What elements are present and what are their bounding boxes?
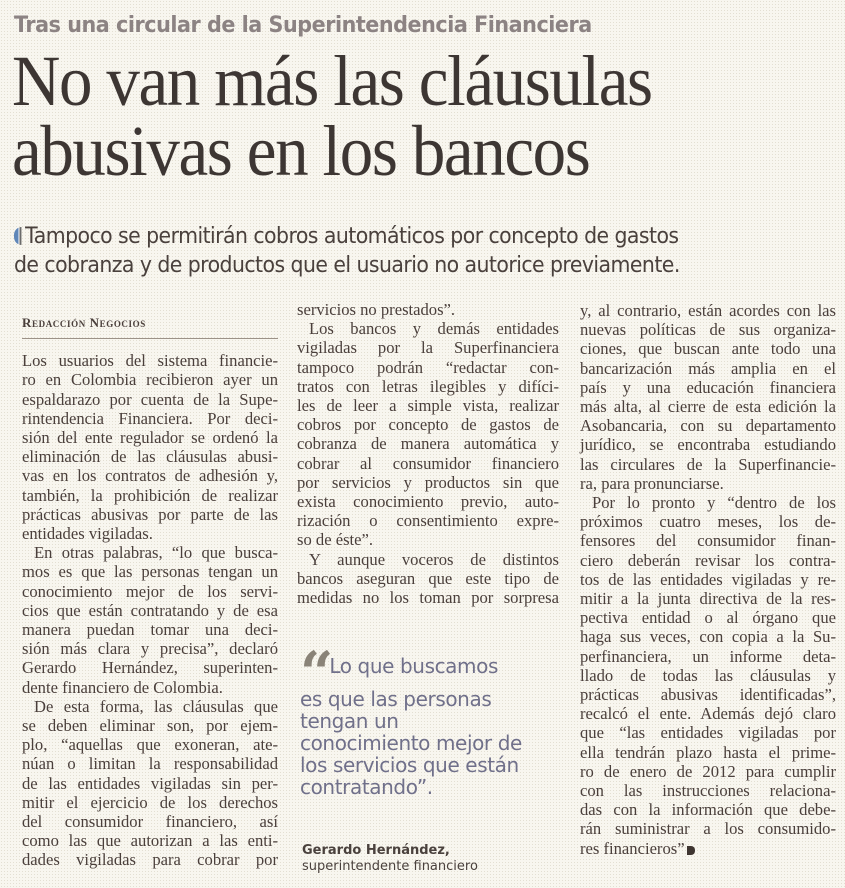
text-line: cobrar al consumidor financiero [297,453,559,473]
text-line-final [580,839,836,858]
text-line: núan o limitan la responsabilidad [22,754,278,774]
text-line: haga sus veces, con copia a la Su- [580,627,836,647]
text-line: das con la información que debe- [580,800,836,820]
text-line: más alta, al cierre de esta edición la [580,397,836,417]
pullquote-author: Gerardo Hernández, [302,843,450,858]
text-line: Gerardo Hernández, superinten- [22,658,278,678]
text-line: cios que están contratando y de esa [22,600,278,620]
text-line: se deben eliminar son, por ejem- [22,716,278,736]
text-line: tratos con letras ilegibles y difíci- [297,376,559,396]
text-line: dente financiero de Colombia. [22,677,223,697]
text-line: como las que autorizan a las enti- [22,831,278,851]
text-line: jurídico, se encontraba estudiando [580,435,836,455]
pullquote-line: es que las personas [300,687,492,711]
text-line: manera puedan tomar una deci- [22,620,278,640]
text-line: pectiva entidad o al órgano que [580,608,836,628]
text-line: tampoco podrán “redactar con- [297,357,559,377]
text-line: también, la prohibición de realizar [22,485,278,505]
text-line: Los usuarios del sistema financie- [22,351,278,371]
quote-mark-icon: “ [300,639,328,707]
pullquote-line: los servicios que están [300,753,519,777]
text-line: les de leer a simple vista, realizar [297,396,559,416]
text-line: ro en Colombia recibieron ayer un [22,370,278,390]
text-line: sión más clara y precisa”, declaró [22,639,278,659]
text-line: dades vigiladas para cobrar por [22,850,278,870]
column-1 [22,303,278,870]
text-line: exista conocimiento previo, auto- [297,492,559,512]
text-line: servicios no prestados”. [297,300,456,319]
text-line: nuevas políticas de sus organiza- [580,320,836,340]
text-line: mos es que las personas tengan un [22,562,278,582]
text-line: plo, “aquellas que exoneran, ate- [22,735,278,755]
pullquote [300,639,570,799]
text-line: mitir el ejercicio de los derechos [22,792,278,812]
pullquote-attribution [302,843,478,875]
deck-bullet-icon [14,227,21,245]
text-line: próximos cuatro meses, los de- [580,512,836,532]
pullquote-text: Lo que buscamos [329,654,498,678]
deck-line: de cobranza y de productos que el usuario no autorice previamente. [14,253,680,278]
text-line: bancos aseguran que este tipo de [297,568,559,588]
text-line: En otras palabras, “lo que busca- [34,543,278,563]
text-line: rán suministrar a los consumido- [580,819,836,839]
text-line: vigiladas por la Superfinanciera [297,338,559,358]
headline-line: abusivas en los bancos [12,111,590,191]
text-line: del consumidor financiero, así [22,812,278,832]
deck-line [14,222,786,251]
headline [12,41,784,191]
text-line: conocimiento mejor de los servi- [22,581,278,601]
text-line: llado de todas las cláusulas y [580,665,836,685]
text-line: mitir a la junta directiva de la res- [580,589,836,609]
text-line: por servicios y productos sin que [297,472,559,492]
pullquote-line: conocimiento mejor de [300,731,522,755]
text-line: ella tendrán plazo hasta el prime- [580,742,836,762]
text-line: cobros por concepto de gastos de [297,415,559,435]
text-line: y, al contrario, están acordes con las [580,301,836,320]
text-line: Y aunque voceros de distintos [309,549,559,569]
text-line: Asobancaria, con su departamento [580,416,836,436]
text-line: tos de las entidades vigiladas y re- [580,569,836,589]
headline-line: No van más las cláusulas [12,41,652,121]
text-line: bancarización más amplia en el [580,358,836,378]
byline: Redacción Negocios [22,303,278,339]
text-line: perfinanciera, un informe deta- [580,646,836,666]
text-line: Los bancos y demás entidades [309,319,559,339]
pullquote-author-title: superintendente financiero [302,859,478,874]
text-line: las circulares de la Superfinancie- [580,454,836,474]
text-line: rización o consentimiento expre- [297,511,559,531]
text-line: que “las entidades vigiladas por [580,723,836,743]
text-line: De esta forma, las cláusulas que [34,696,278,716]
pullquote-line: contratando”. [300,775,433,799]
text-line: de las entidades vigiladas sin per- [22,773,278,793]
deck [14,222,786,280]
column-3 [580,301,836,858]
column-2 [297,300,559,607]
text-line: ra, para pronunciarse. [580,473,724,493]
text-line: Por lo pronto y “dentro de los [592,493,836,513]
text-line: sión del ente regulador se ordenó la [22,428,278,448]
text-line: fensores del consumidor finan- [580,531,836,551]
deck-text: Tampoco se permitirán cobros automáticos por concepto de gastos [25,224,679,249]
text-line: cobranza de manera automática y [297,434,559,454]
text-line: ro de enero de 2012 para cumplir [580,761,836,781]
text-line: prácticas abusivas identificadas”, [580,685,836,705]
text-line: con las instrucciones relaciona- [580,781,836,801]
text-line: ciones, que buscan ante todo una [580,339,836,359]
text-line: recalcó el ente. Además dejó claro [580,704,836,724]
text-line: entidades vigiladas. [22,524,153,544]
text-line: país y una educación financiera [580,377,836,397]
text-line: rintendencia Financiera. Por deci- [22,408,278,428]
text-line: vas en los contratos de adhesión y, [22,466,278,486]
text-line: medidas no los toman por sorpresa [297,588,559,608]
pullquote-line: tengan un [300,709,399,733]
text-line: prácticas abusivas por parte de las [22,504,278,524]
text-line: so de éste”. [297,530,374,550]
text-line-text: res financieros” [580,838,685,858]
text-line: eliminación de las cláusulas abusi- [22,447,278,467]
text-line: ciero deberán revisar los contra- [580,550,836,570]
column-1-body [22,351,278,869]
kicker: Tras una circular de la Superintendencia Financiera [14,12,592,38]
text-line: espaldarazo por cuenta de la Supe- [22,389,278,409]
end-of-article-icon [687,846,695,855]
